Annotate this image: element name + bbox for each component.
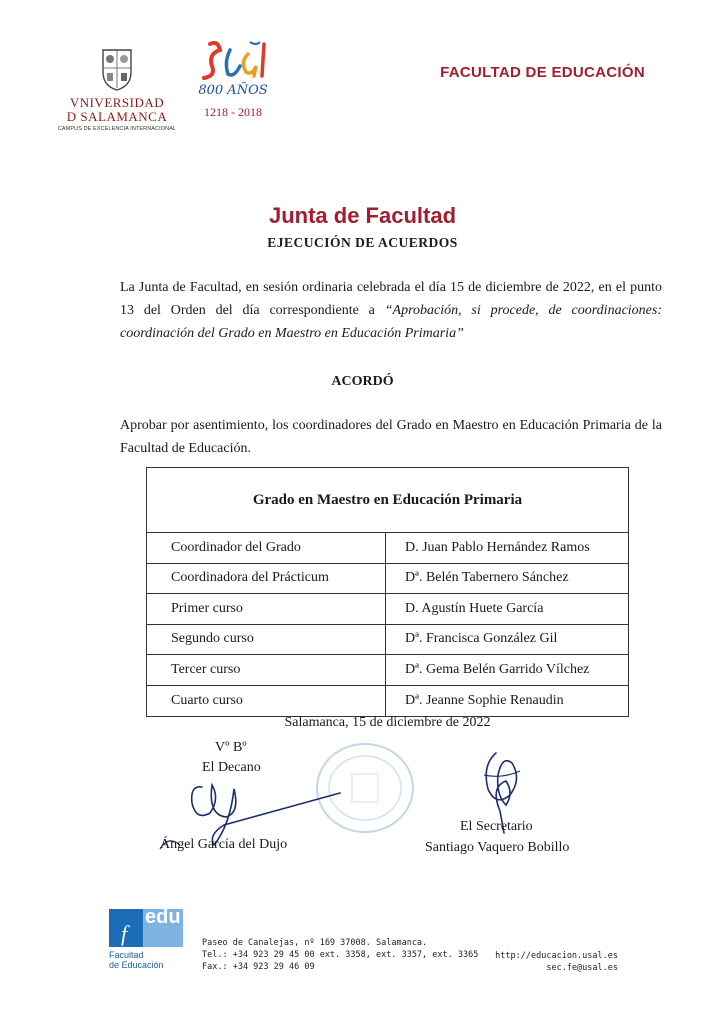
footer-address-block [202,937,478,973]
footer-email-link[interactable]: sec.fe@usal.es [546,963,618,973]
table-cell-role: Coordinadora del Prácticum [147,564,386,594]
table-cell-person: Dª. Belén Tabernero Sánchez [405,570,569,586]
secretary-label: El Secretario [460,819,533,834]
secretary-name: Santiago Vaquero Bobillo [425,840,570,855]
footer-fax: Fax.: +34 923 29 46 09 [202,962,315,972]
footer-contact-block [470,950,618,974]
table-cell-role: Cuarto curso [147,686,386,717]
document-subtitle: EJECUCIÓN DE ACUERDOS [267,235,458,250]
table-cell-person: Dª. Francisca González Gil [405,631,558,647]
university-crest-icon [97,46,137,92]
table-row [147,533,628,564]
agreed-heading: ACORDÓ [331,374,394,389]
intro-paragraph [120,276,662,345]
coordinators-table [146,467,629,717]
faculty-header: FACULTAD DE EDUCACIÓN [440,64,645,81]
table-row [147,686,628,717]
table-row [147,594,628,625]
logo-line2: de Educación [109,960,164,970]
table-cell-role: Coordinador del Grado [147,533,386,563]
faculty-logo [109,906,183,970]
anniversary-years: 1218 - 2018 [204,105,262,119]
anniversary-text: 800 AÑOS [198,83,268,98]
campus-label: CAMPUS DE EXCELENCIA INTERNACIONAL [57,126,177,132]
table-cell-role: Primer curso [147,594,386,624]
usal-800-years-icon [190,40,276,98]
table-row [147,564,628,595]
footer-address: Paseo de Canalejas, nº 169 37008. Salamanca. [202,938,428,948]
intro-text: La Junta de Facultad, en sesión ordinaria celebrada el día 15 de diciembre de 2022, en el punto 13 del Orden del día correspondiente a [120,280,662,318]
table-cell-role: Tercer curso [147,655,386,685]
logo-line1: Facultad [109,950,144,960]
table-cell-person: Dª. Jeanne Sophie Renaudin [405,692,564,708]
document-title: Junta de Facultad [268,203,457,228]
table-cell-role: Segundo curso [147,625,386,655]
university-name-line1: VNIVERSIDAD [69,95,165,110]
intro-quote: “Aprobación, si procede, de coordinaciones: coordinación del Grado en Maestro en Educación Primaria” [120,303,663,341]
logo-edu-text: edu [145,906,181,928]
table-heading: Grado en Maestro en Educación Primaria [147,468,628,533]
table-cell-person: D. Agustín Huete García [405,600,544,616]
faculty-logo-mark [109,906,183,947]
footer-web-link[interactable]: http://educacion.usal.es [495,951,618,961]
dean-label: El Decano [202,760,261,775]
resolution-paragraph: Aprobar por asentimiento, los coordinadores del Grado en Maestro en Educación Primaria de la Facultad de Educación. [120,418,662,456]
table-cell-person: D. Juan Pablo Hernández Ramos [405,539,590,555]
table-row [147,625,628,656]
table-row [147,655,628,686]
dean-name: Ángel García del Dujo [160,837,288,852]
university-logo [52,46,182,132]
university-name-line2: D SALAMANCA [66,109,168,124]
vobo-label: Vº Bº [215,740,247,755]
footer-tel: Tel.: +34 923 29 45 00 ext. 3358, ext. 3357, ext. 3365 [202,950,479,960]
table-cell-person: Dª. Gema Belén Garrido Vílchez [405,661,590,677]
logo-f-letter: f [121,921,128,946]
anniversary-logo [188,40,278,120]
place-date: Salamanca, 15 de diciembre de 2022 [284,715,491,730]
